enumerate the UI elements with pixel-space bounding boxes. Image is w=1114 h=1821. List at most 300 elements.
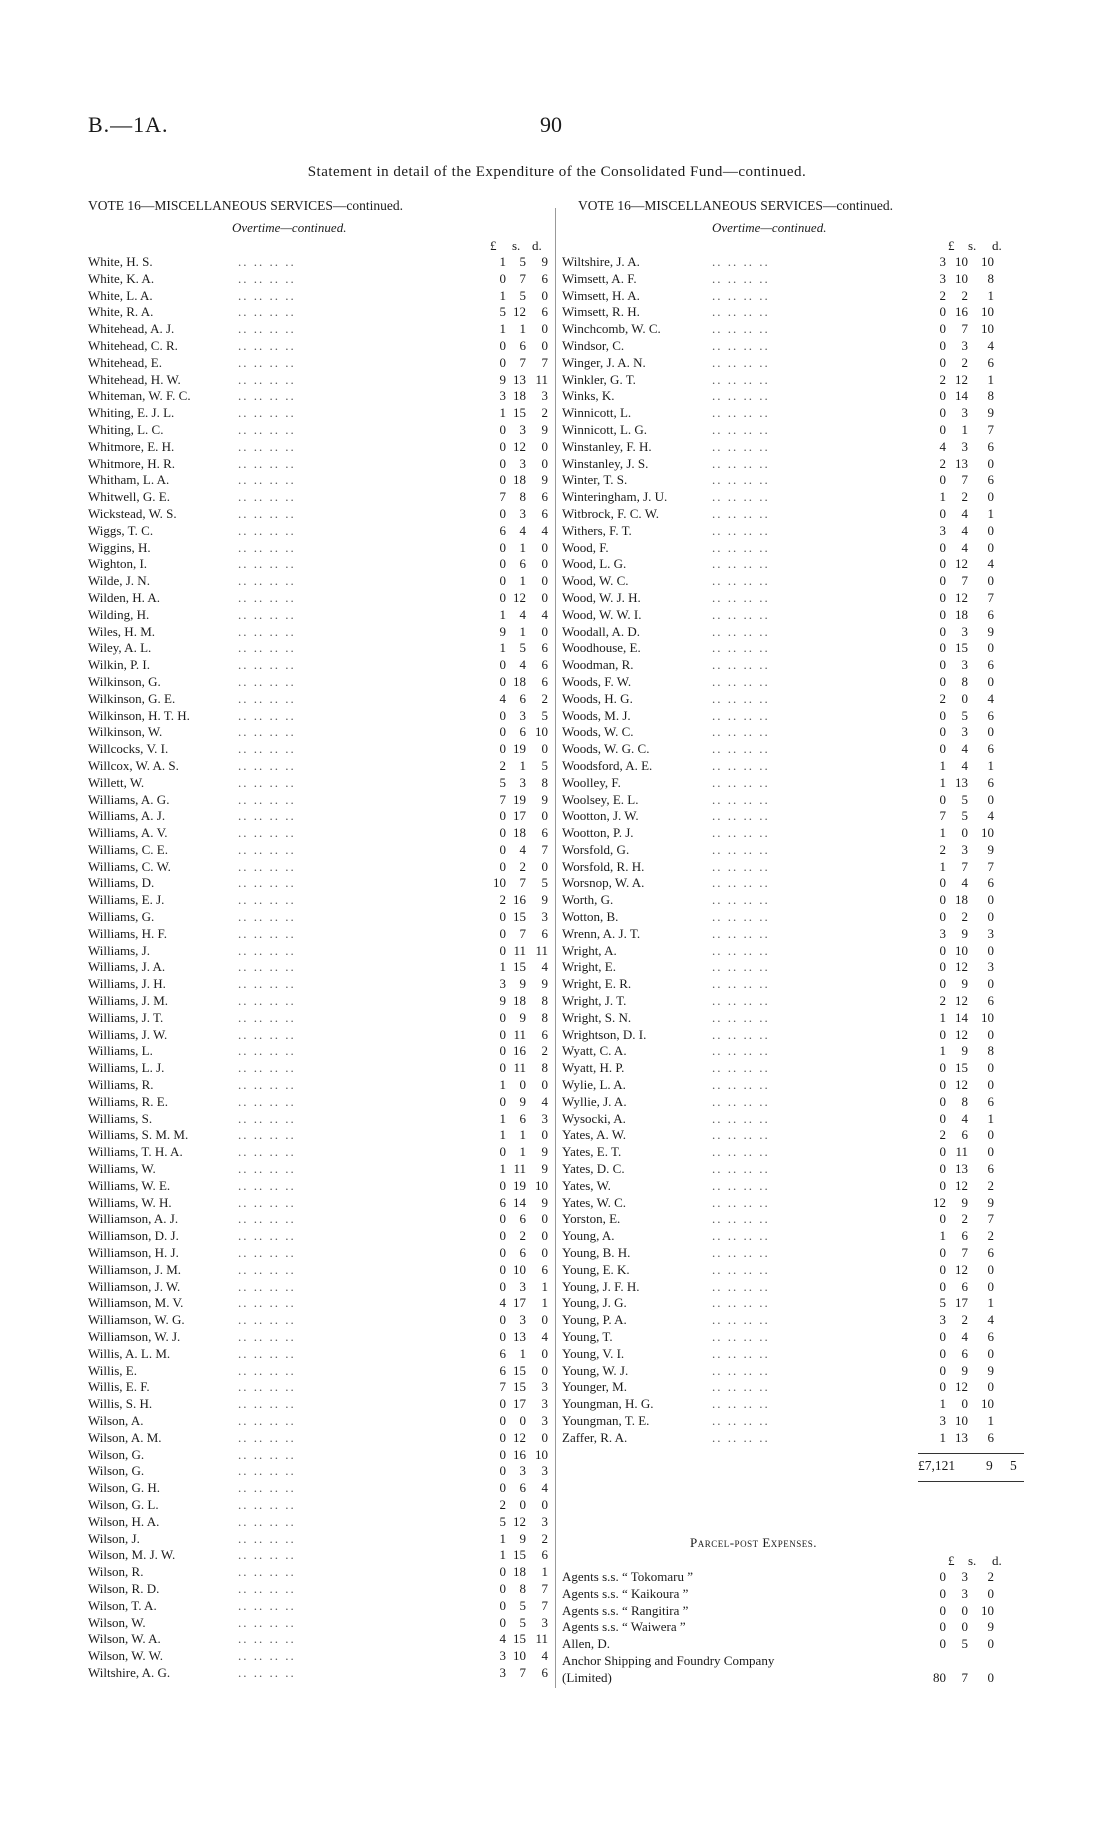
ledger-row [88, 1547, 548, 1564]
amount-shillings: 17 [513, 808, 526, 824]
amount-shillings: 7 [961, 573, 968, 589]
amount-pence: 6 [987, 354, 994, 370]
ledger-row [562, 1161, 1022, 1178]
amount-shillings: 0 [519, 1077, 526, 1093]
amount-pounds: 0 [939, 1245, 946, 1261]
amount-pounds: 0 [939, 1211, 946, 1227]
ledger-row [88, 304, 548, 321]
amount-pounds: 0 [499, 1463, 506, 1479]
leader-dots: .. .. .. .. [712, 1261, 770, 1277]
ledger-row [88, 372, 548, 389]
amount-pounds: 0 [939, 1602, 946, 1618]
amount-shillings: 10 [955, 254, 968, 269]
leader-dots: .. .. .. .. [238, 287, 296, 303]
ledger-row [88, 590, 548, 607]
left-subheading: Overtime—continued. [232, 220, 347, 235]
amount-pounds: 1 [939, 1396, 946, 1412]
amount-pounds: 1 [939, 774, 946, 790]
amount-pounds: 0 [939, 791, 946, 807]
amount-pounds: 1 [939, 858, 946, 874]
payee-name: Yates, A. W. [562, 1127, 627, 1143]
leader-dots: .. .. .. .. [712, 993, 770, 1009]
ledger-row [88, 288, 548, 305]
amount-pounds: 0 [499, 438, 506, 454]
amount-pounds: 0 [499, 505, 506, 521]
ledger-row [562, 254, 1022, 271]
amount-shillings: 11 [955, 1144, 968, 1160]
amount-shillings: 11 [513, 1161, 526, 1177]
amount-pounds: 1 [939, 489, 946, 505]
leader-dots: .. .. .. .. [238, 1211, 296, 1227]
amount-pence: 7 [987, 1211, 994, 1227]
payee-name: Williams, W. E. [88, 1177, 171, 1193]
amount-shillings: 1 [519, 1127, 526, 1143]
payee-name: Wimsett, H. A. [562, 287, 640, 303]
payee-name: Wighton, I. [88, 556, 148, 572]
amount-shillings: 1 [519, 757, 526, 773]
amount-pounds: 0 [499, 1026, 506, 1042]
amount-pounds: 3 [499, 1648, 506, 1664]
payee-name: Young, J. F. H. [562, 1278, 640, 1294]
payee-name: Wiley, A. L. [88, 640, 152, 656]
ledger-row [88, 808, 548, 825]
amount-pence: 0 [541, 321, 548, 337]
leader-dots: .. .. .. .. [238, 1278, 296, 1294]
leader-dots: .. .. .. .. [712, 539, 770, 555]
amount-shillings: 5 [519, 1597, 526, 1613]
payee-name: Whiting, L. C. [88, 421, 164, 437]
amount-pence: 8 [541, 1060, 548, 1076]
amount-pounds: 0 [939, 1345, 946, 1361]
amount-pence: 6 [987, 438, 994, 454]
amount-pounds: 6 [499, 1345, 506, 1361]
amount-pounds: 6 [499, 1362, 506, 1378]
leader-dots: .. .. .. .. [712, 1228, 770, 1244]
amount-shillings: 6 [519, 1245, 526, 1261]
ledger-row [562, 372, 1022, 389]
leader-dots: .. .. .. .. [712, 354, 770, 370]
payee-name: Williamson, J. M. [88, 1261, 182, 1277]
amount-shillings: 7 [961, 1669, 968, 1685]
leader-dots: .. .. .. .. [712, 841, 770, 857]
amount-shillings: 17 [513, 1295, 526, 1311]
amount-pounds: 2 [939, 371, 946, 387]
amount-pence: 4 [987, 337, 994, 353]
amount-shillings: 9 [961, 1043, 968, 1059]
amount-shillings: 17 [513, 1396, 526, 1412]
amount-shillings: 10 [955, 942, 968, 958]
amount-pounds: 1 [499, 1161, 506, 1177]
payee-name: Williams, W. [88, 1161, 156, 1177]
payee-name: Young, W. J. [562, 1362, 629, 1378]
ledger-row [562, 724, 1022, 741]
ledger-row [88, 1665, 548, 1682]
amount-pence: 0 [987, 1585, 994, 1601]
amount-pounds: 0 [499, 1245, 506, 1261]
leader-dots: .. .. .. .. [712, 741, 770, 757]
amount-shillings: 1 [519, 623, 526, 639]
amount-pounds: 0 [499, 1429, 506, 1445]
leader-dots: .. .. .. .. [238, 489, 296, 505]
leader-dots: .. .. .. .. [238, 472, 296, 488]
payee-name: Whitehead, E. [88, 354, 162, 370]
ledger-row [88, 1043, 548, 1060]
ledger-row [88, 1379, 548, 1396]
ledger-row [88, 1295, 548, 1312]
amount-pounds: 0 [499, 556, 506, 572]
amount-shillings: 7 [519, 270, 526, 286]
amount-shillings: 10 [513, 1261, 526, 1277]
amount-pounds: 7 [499, 1379, 506, 1395]
amount-pence: 3 [541, 1110, 548, 1126]
ledger-row [88, 1245, 548, 1262]
amount-shillings: 9 [961, 1194, 968, 1210]
ledger-row [562, 556, 1022, 573]
amount-pence: 8 [987, 388, 994, 404]
leader-dots: .. .. .. .. [238, 1345, 296, 1361]
payee-name: Worsfold, G. [562, 841, 630, 857]
amount-pence: 0 [541, 1245, 548, 1261]
ledger-row [88, 842, 548, 859]
payee-name: Wood, W. W. I. [562, 606, 642, 622]
amount-pence: 0 [987, 1261, 994, 1277]
payee-name: Wilson, A. [88, 1412, 144, 1428]
leader-dots: .. .. .. .. [238, 1396, 296, 1412]
leader-dots: .. .. .. .. [712, 942, 770, 958]
amount-shillings: 1 [961, 421, 968, 437]
amount-pence: 0 [541, 287, 548, 303]
amount-pence: 0 [541, 539, 548, 555]
amount-pounds: 1 [499, 959, 506, 975]
payee-name: Woodall, A. D. [562, 623, 641, 639]
leader-dots: .. .. .. .. [712, 858, 770, 874]
amount-pounds: 0 [499, 724, 506, 740]
amount-shillings: 18 [513, 825, 526, 841]
payee-name: Whiteman, W. F. C. [88, 388, 191, 404]
amount-shillings: 6 [519, 724, 526, 740]
amount-pounds: 0 [939, 1060, 946, 1076]
leader-dots: .. .. .. .. [712, 589, 770, 605]
amount-shillings: 16 [513, 1043, 526, 1059]
ledger-row [88, 993, 548, 1010]
amount-pounds: 0 [499, 1446, 506, 1462]
amount-pounds: 0 [939, 405, 946, 421]
payee-name: Whitehead, C. R. [88, 337, 178, 353]
amount-pounds: 0 [939, 354, 946, 370]
leader-dots: .. .. .. .. [238, 1362, 296, 1378]
amount-pounds: 0 [939, 472, 946, 488]
ledger-row [88, 1598, 548, 1615]
amount-shillings: 9 [961, 976, 968, 992]
ledger-row [88, 1514, 548, 1531]
amount-pounds: 0 [499, 1614, 506, 1630]
payee-name: Willcox, W. A. S. [88, 757, 179, 773]
amount-shillings: 14 [955, 388, 968, 404]
amount-pence: 10 [981, 825, 994, 841]
ledger-row [88, 1010, 548, 1027]
amount-pence: 0 [987, 724, 994, 740]
ledger-row [562, 1127, 1022, 1144]
payee-name: Williamson, A. J. [88, 1211, 179, 1227]
amount-pence: 4 [987, 556, 994, 572]
amount-pence: 6 [987, 606, 994, 622]
ledger-row [88, 1463, 548, 1480]
payee-name: Wilding, H. [88, 606, 150, 622]
amount-pence: 1 [541, 1564, 548, 1580]
leader-dots: .. .. .. .. [238, 573, 296, 589]
amount-pence: 2 [541, 1530, 548, 1546]
amount-pence: 4 [541, 1329, 548, 1344]
ledger-row [562, 825, 1022, 842]
payee-name: Williams, J. H. [88, 976, 166, 992]
ledger-row [562, 926, 1022, 943]
amount-pounds: 0 [939, 1144, 946, 1160]
leader-dots: .. .. .. .. [238, 354, 296, 370]
leader-dots: .. .. .. .. [238, 421, 296, 437]
amount-pounds: 0 [939, 640, 946, 656]
amount-shillings: 12 [513, 1513, 526, 1529]
ledger-row [562, 1262, 1022, 1279]
payee-name: Youngman, H. G. [562, 1396, 654, 1412]
amount-pounds: 1 [499, 1077, 506, 1093]
leader-dots: .. .. .. .. [712, 405, 770, 421]
amount-pounds: 0 [499, 925, 506, 941]
leader-dots: .. .. .. .. [238, 959, 296, 975]
ledger-row [88, 1480, 548, 1497]
amount-shillings: 12 [513, 589, 526, 605]
amount-pence: 3 [541, 1513, 548, 1529]
payee-name: Yorston, E. [562, 1211, 621, 1227]
amount-pounds: 0 [499, 1564, 506, 1580]
ledger-row [88, 1312, 548, 1329]
ledger-row [562, 338, 1022, 355]
ledger-row [562, 708, 1022, 725]
amount-shillings: 15 [955, 1060, 968, 1076]
amount-pounds: 3 [939, 1412, 946, 1428]
amount-shillings: 7 [961, 472, 968, 488]
payee-name: Wrenn, A. J. T. [562, 925, 641, 941]
ledger-row [562, 1178, 1022, 1195]
amount-pounds: 0 [499, 1396, 506, 1412]
leader-dots: .. .. .. .. [712, 1429, 770, 1445]
leader-dots: .. .. .. .. [712, 1412, 770, 1428]
payee-name: Wilson, G. L. [88, 1496, 159, 1512]
amount-pounds: 0 [499, 1261, 506, 1277]
amount-shillings: 13 [955, 774, 968, 790]
amount-shillings: 2 [961, 489, 968, 505]
leader-dots: .. .. .. .. [712, 673, 770, 689]
leader-dots: .. .. .. .. [238, 1530, 296, 1546]
leader-dots: .. .. .. .. [238, 741, 296, 757]
leader-dots: .. .. .. .. [712, 287, 770, 303]
ledger-row [88, 1615, 548, 1632]
amount-shillings: 18 [513, 673, 526, 689]
ledger-row [88, 573, 548, 590]
ledger-row [562, 1670, 1022, 1687]
right-pence-header: d. [992, 238, 1002, 253]
amount-pence: 0 [987, 1144, 994, 1160]
amount-shillings: 1 [519, 539, 526, 555]
ledger-row [562, 1111, 1022, 1128]
amount-pounds: 0 [499, 1278, 506, 1294]
amount-shillings: 6 [519, 556, 526, 572]
amount-pence: 6 [541, 270, 548, 286]
payee-name: Woods, W. C. [562, 724, 634, 740]
amount-pounds: 0 [499, 1177, 506, 1193]
leader-dots: .. .. .. .. [238, 1228, 296, 1244]
payee-name: Williams, J. A. [88, 959, 166, 975]
amount-pounds: 0 [939, 1110, 946, 1126]
leader-dots: .. .. .. .. [238, 371, 296, 387]
amount-pence: 11 [535, 1631, 548, 1647]
payee-name: Williams, L. [88, 1043, 153, 1059]
amount-pence: 0 [541, 455, 548, 471]
leader-dots: .. .. .. .. [238, 875, 296, 891]
payee-name: Wiggins, H. [88, 539, 151, 555]
leader-dots: .. .. .. .. [238, 388, 296, 404]
amount-pence: 9 [541, 1144, 548, 1160]
amount-pence: 9 [987, 841, 994, 857]
payee-name: Wyatt, C. A. [562, 1043, 627, 1059]
ledger-row [562, 304, 1022, 321]
amount-pounds: 1 [499, 405, 506, 421]
ledger-row [88, 926, 548, 943]
amount-pence: 0 [541, 1312, 548, 1328]
amount-shillings: 4 [519, 657, 526, 673]
ledger-row [88, 1094, 548, 1111]
amount-pounds: 3 [939, 522, 946, 538]
amount-pence: 6 [987, 1329, 994, 1344]
payee-name: Whitehead, H. W. [88, 371, 181, 387]
leader-dots: .. .. .. .. [712, 1093, 770, 1109]
ledger-row [562, 892, 1022, 909]
payee-name: Winkler, G. T. [562, 371, 636, 387]
statement-title: Statement in detail of the Expenditure of the Consolidated Fund—continued. [307, 164, 807, 180]
amount-shillings: 9 [519, 1093, 526, 1109]
amount-pounds: 0 [499, 942, 506, 958]
amount-pounds: 0 [499, 472, 506, 488]
payee-name: Wood, W. C. [562, 573, 629, 589]
amount-pounds: 2 [939, 287, 946, 303]
amount-pence: 6 [987, 875, 994, 891]
amount-shillings: 14 [513, 1194, 526, 1210]
amount-shillings: 8 [519, 1580, 526, 1596]
amount-shillings: 0 [519, 1412, 526, 1428]
amount-pounds: 0 [939, 1278, 946, 1294]
payee-name: Wilson, H. A. [88, 1513, 160, 1529]
payee-name: Winnicott, L. G. [562, 421, 648, 437]
amount-pounds: 2 [939, 690, 946, 706]
leader-dots: .. .. .. .. [712, 976, 770, 992]
amount-shillings: 19 [513, 791, 526, 807]
amount-shillings: 11 [513, 1026, 526, 1042]
amount-pence: 7 [541, 1580, 548, 1596]
payee-name: Worsfold, R. H. [562, 858, 645, 874]
leader-dots: .. .. .. .. [712, 774, 770, 790]
amount-pounds: 0 [499, 539, 506, 555]
amount-shillings: 6 [519, 1110, 526, 1126]
ledger-row [88, 959, 548, 976]
amount-shillings: 5 [519, 287, 526, 303]
ledger-row [562, 540, 1022, 557]
amount-pounds: 0 [939, 724, 946, 740]
ledger-row [88, 624, 548, 641]
ledger-row [562, 842, 1022, 859]
amount-pence: 1 [987, 287, 994, 303]
amount-shillings: 0 [961, 690, 968, 706]
amount-pence: 11 [535, 942, 548, 958]
amount-pence: 9 [541, 254, 548, 269]
ledger-row [562, 1619, 1022, 1636]
amount-shillings: 6 [961, 1127, 968, 1143]
leader-dots: .. .. .. .. [712, 606, 770, 622]
amount-pounds: 0 [499, 1312, 506, 1328]
amount-pence: 9 [541, 791, 548, 807]
payee-name: Young, P. A. [562, 1312, 627, 1328]
amount-pence: 10 [535, 1446, 548, 1462]
amount-pence: 0 [541, 1127, 548, 1143]
amount-shillings: 12 [955, 1026, 968, 1042]
ledger-row [88, 540, 548, 557]
leader-dots: .. .. .. .. [238, 405, 296, 421]
payee-name: Williams, J. [88, 942, 150, 958]
payee-name: Wood, L. G. [562, 556, 627, 572]
amount-shillings: 12 [955, 1261, 968, 1277]
amount-pence: 8 [541, 993, 548, 1009]
leader-dots: .. .. .. .. [238, 1312, 296, 1328]
leader-dots: .. .. .. .. [238, 1261, 296, 1277]
leader-dots: .. .. .. .. [712, 1312, 770, 1328]
ledger-row [562, 1027, 1022, 1044]
payee-name: Williamson, D. J. [88, 1228, 179, 1244]
amount-pounds: 0 [939, 1026, 946, 1042]
amount-pence: 0 [987, 1127, 994, 1143]
amount-pence: 9 [987, 623, 994, 639]
leader-dots: .. .. .. .. [712, 1026, 770, 1042]
ledger-row [562, 1295, 1022, 1312]
ledger-row [562, 1346, 1022, 1363]
payee-name: Wootton, J. W. [562, 808, 639, 824]
amount-shillings: 1 [519, 1144, 526, 1160]
amount-shillings: 18 [513, 1564, 526, 1580]
amount-shillings: 15 [513, 1547, 526, 1563]
payee-name: Williams, A. G. [88, 791, 170, 807]
ledger-row [88, 657, 548, 674]
leader-dots: .. .. .. .. [712, 337, 770, 353]
leader-dots: .. .. .. .. [712, 623, 770, 639]
amount-pounds: 0 [499, 825, 506, 841]
amount-pounds: 0 [499, 1228, 506, 1244]
amount-shillings: 2 [961, 909, 968, 925]
amount-pence: 2 [987, 1228, 994, 1244]
payee-name: Williamson, W. G. [88, 1312, 185, 1328]
ledger-row [562, 321, 1022, 338]
leader-dots: .. .. .. .. [238, 976, 296, 992]
amount-shillings: 7 [961, 858, 968, 874]
leader-dots: .. .. .. .. [238, 1597, 296, 1613]
payee-name: White, L. A. [88, 287, 153, 303]
payee-name: Wilson, J. [88, 1530, 140, 1546]
payee-name: Youngman, T. E. [562, 1412, 650, 1428]
amount-shillings: 0 [961, 1602, 968, 1618]
amount-pounds: 0 [499, 270, 506, 286]
amount-pence: 0 [987, 1669, 994, 1685]
amount-shillings: 3 [961, 337, 968, 353]
amount-pounds: 0 [939, 539, 946, 555]
amount-pence: 7 [987, 858, 994, 874]
leader-dots: .. .. .. .. [712, 959, 770, 975]
amount-pounds: 0 [499, 589, 506, 605]
